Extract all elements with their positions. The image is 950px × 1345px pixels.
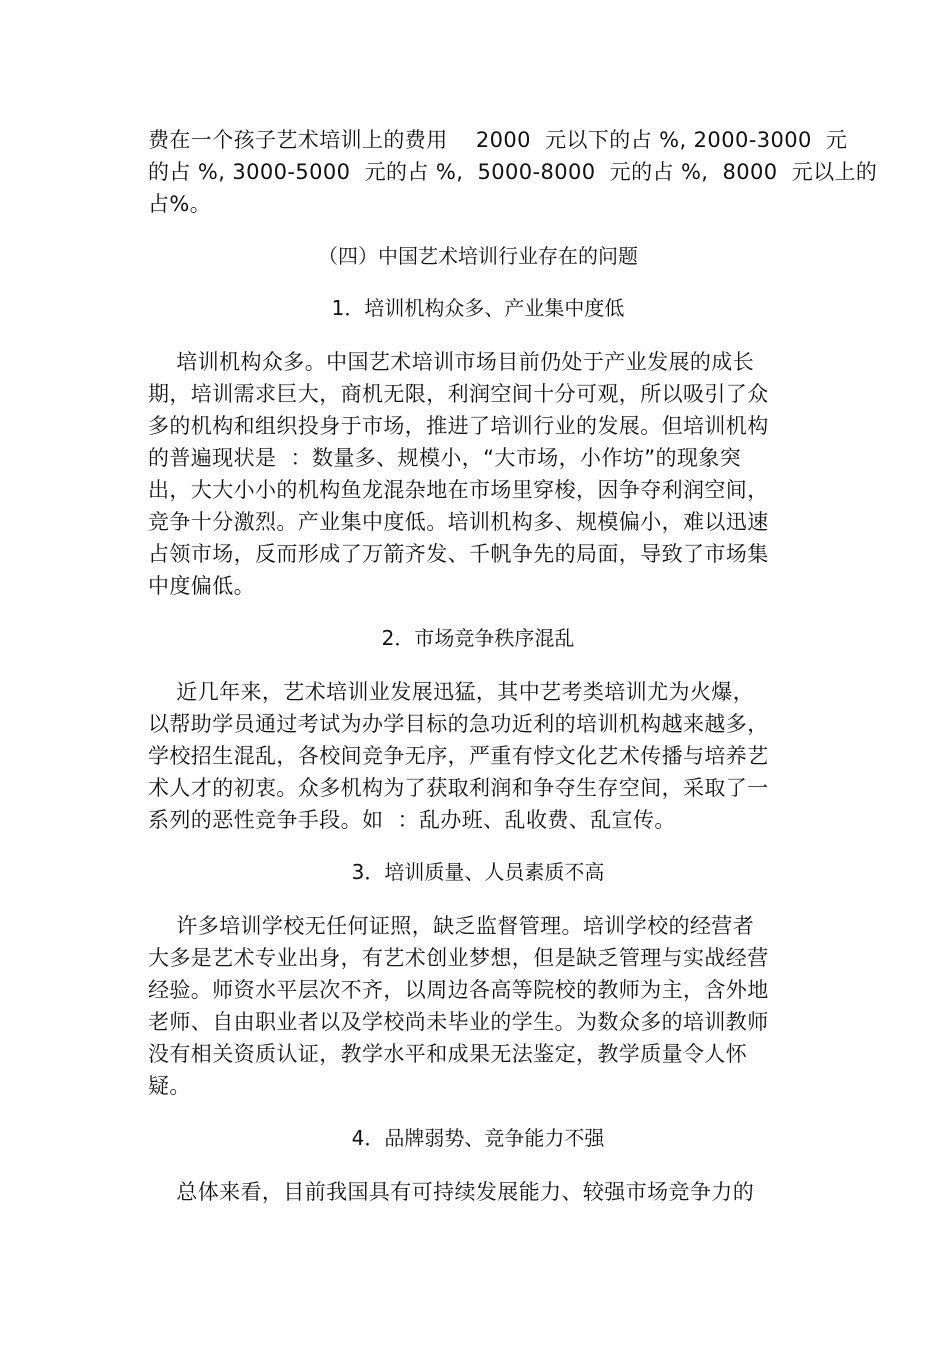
subsection-heading-1: 1．培训机构众多、产业集中度低 bbox=[331, 296, 625, 320]
text-line: 中度偏低。 bbox=[148, 574, 255, 598]
text-line: 近几年来，艺术培训业发展迅猛，其中艺考类培训尤为火爆， bbox=[148, 680, 755, 704]
text-line: 以帮助学员通过考试为办学目标的急功近利的培训机构越来越多， bbox=[148, 712, 769, 736]
text-line: 的普遍现状是 ：数量多、规模小，“大市场，小作坊”的现象突 bbox=[148, 446, 742, 470]
subsection-heading-2: 2．市场竞争秩序混乱 bbox=[381, 626, 575, 650]
text-line: 培训机构众多。中国艺术培训市场目前仍处于产业发展的成长 bbox=[148, 350, 755, 374]
text-line: 术人才的初衷。众多机构为了获取利润和争夺生存空间，采取了一 bbox=[148, 776, 769, 800]
subsection-paragraph-1 bbox=[148, 346, 808, 602]
text-line: 竞争十分激烈。产业集中度低。培训机构多、规模偏小，难以迅速 bbox=[148, 510, 769, 534]
text-line: 系列的恶性竞争手段。如 ：乱办班、乱收费、乱宣传。 bbox=[148, 808, 676, 832]
subsection-paragraph-4 bbox=[148, 1176, 808, 1208]
subsection-paragraph-3 bbox=[148, 910, 808, 1102]
document-body bbox=[148, 124, 878, 1208]
text-line: 占%。 bbox=[148, 192, 212, 216]
subsection-paragraph-2 bbox=[148, 676, 808, 836]
text-line: 经验。师资水平层次不齐，以周边各高等院校的教师为主，含外地 bbox=[148, 978, 769, 1002]
intro-paragraph bbox=[148, 124, 878, 220]
text-line: 疑。 bbox=[148, 1074, 191, 1098]
text-line: 期，培训需求巨大，商机无限，利润空间十分可观，所以吸引了众 bbox=[148, 382, 769, 406]
text-line: 老师、自由职业者以及学校尚未毕业的学生。为数众多的培训教师 bbox=[148, 1010, 769, 1034]
text-line: 大多是艺术专业出身，有艺术创业梦想，但是缺乏管理与实战经营 bbox=[148, 946, 769, 970]
text-line: 多的机构和组织投身于市场，推进了培训行业的发展。但培训机构 bbox=[148, 414, 769, 438]
text-line: 费在一个孩子艺术培训上的费用 2000 元以下的占 %, 2000-3000 元 bbox=[148, 128, 848, 152]
text-line: 的占 %, 3000-5000 元的占 %, 5000-8000 元的占 %, 8000 元以上的 bbox=[148, 160, 878, 184]
subsection-heading-3: 3．培训质量、人员素质不高 bbox=[351, 860, 605, 884]
text-line: 许多培训学校无任何证照，缺乏监督管理。培训学校的经营者 bbox=[148, 914, 755, 938]
text-line: 没有相关资质认证，教学水平和成果无法鉴定，教学质量令人怀 bbox=[148, 1042, 748, 1066]
text-line: 出，大大小小的机构鱼龙混杂地在市场里穿梭，因争夺利润空间， bbox=[148, 478, 769, 502]
text-line: 占领市场，反而形成了万箭齐发、千帆争先的局面，导致了市场集 bbox=[148, 542, 769, 566]
section-title: （四）中国艺术培训行业存在的问题 bbox=[318, 244, 638, 268]
text-line: 总体来看，目前我国具有可持续发展能力、较强市场竞争力的 bbox=[148, 1180, 755, 1204]
subsection-heading-4: 4．品牌弱势、竞争能力不强 bbox=[351, 1126, 605, 1150]
text-line: 学校招生混乱，各校间竞争无序，严重有悖文化艺术传播与培养艺 bbox=[148, 744, 769, 768]
